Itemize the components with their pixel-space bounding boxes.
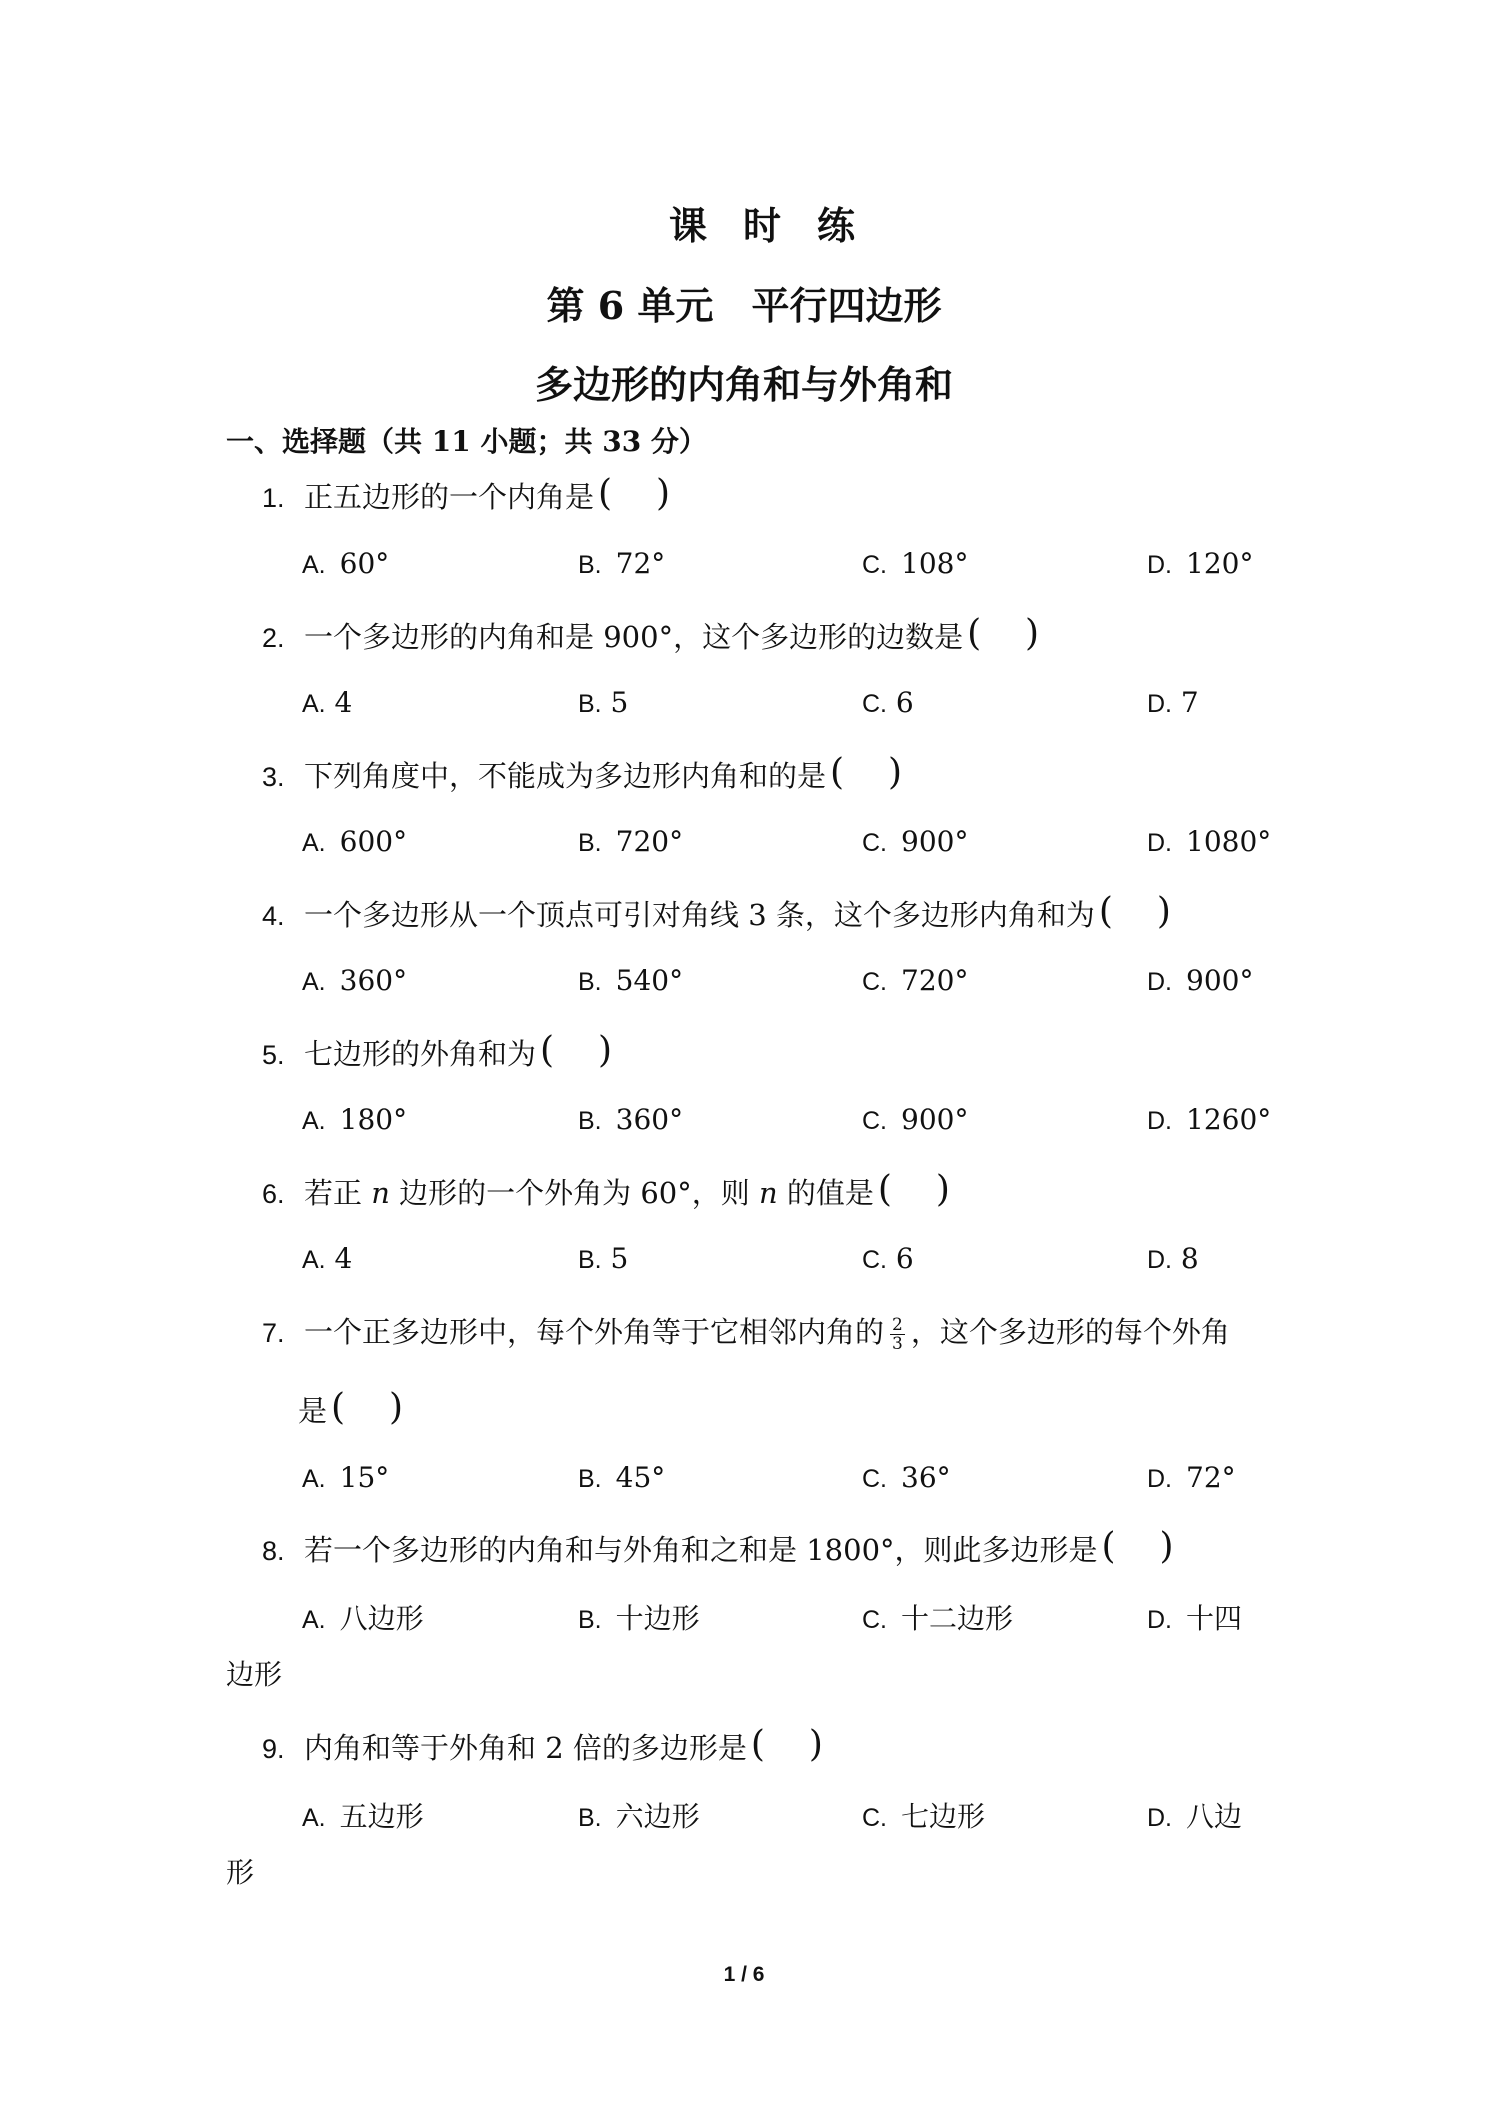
question-text: 一个多边形从一个顶点可引对角线 3 条，这个多边形内角和为 bbox=[304, 898, 1095, 932]
lesson-title: 多边形的内角和与外角和 bbox=[534, 362, 953, 407]
option-d[interactable]: D. 十四 bbox=[1147, 1602, 1243, 1635]
question-number: 6. bbox=[262, 1179, 285, 1209]
option-a[interactable]: A. 60° bbox=[302, 547, 390, 580]
option-a[interactable]: A. 15° bbox=[302, 1461, 390, 1494]
option-c[interactable]: C. 36° bbox=[862, 1461, 951, 1494]
question-number: 7. bbox=[262, 1318, 285, 1348]
option-d-wrap: 形 bbox=[226, 1856, 255, 1889]
variable-n: n bbox=[758, 1176, 778, 1210]
option-d[interactable]: D. 7 bbox=[1147, 686, 1199, 719]
option-a[interactable]: A. 180° bbox=[302, 1103, 408, 1136]
answer-blank[interactable]: ( ) bbox=[830, 752, 903, 793]
option-c[interactable]: C. 七边形 bbox=[862, 1800, 986, 1833]
option-c[interactable]: C. 900° bbox=[862, 825, 969, 858]
question-7: 7. 一个正多边形中，每个外角等于它相邻内角的 $\frac{2}{3}$ ，这个多边形的每个外角 bbox=[262, 1314, 1230, 1354]
variable-n: n bbox=[371, 1176, 390, 1210]
option-b[interactable]: B. 540° bbox=[578, 964, 684, 997]
question-2 bbox=[262, 615, 1043, 657]
question-text: 正五边形的一个内角是 bbox=[304, 480, 595, 514]
option-a[interactable]: A. 五边形 bbox=[302, 1800, 424, 1833]
option-a[interactable]: A. 600° bbox=[302, 825, 408, 858]
question-number: 8. bbox=[262, 1536, 285, 1566]
answer-blank[interactable]: ( ) bbox=[1098, 891, 1171, 932]
answer-blank[interactable]: ( ) bbox=[598, 473, 671, 514]
question-9 bbox=[262, 1726, 827, 1768]
option-b[interactable]: B. 5 bbox=[578, 686, 629, 719]
answer-blank[interactable]: ( ) bbox=[750, 1724, 823, 1765]
option-c[interactable]: C. 6 bbox=[862, 1242, 914, 1275]
option-b[interactable]: B. 六边形 bbox=[578, 1800, 700, 1833]
question-number: 3. bbox=[262, 762, 285, 792]
question-number: 2. bbox=[262, 623, 285, 653]
question-4 bbox=[262, 893, 1175, 935]
page-number: 1 / 6 bbox=[723, 1963, 765, 1986]
option-d[interactable]: D. 八边 bbox=[1147, 1800, 1243, 1833]
question-8 bbox=[262, 1528, 1178, 1570]
page-title: 课时练 bbox=[668, 203, 891, 248]
option-a[interactable]: A. 八边形 bbox=[302, 1602, 424, 1635]
option-c[interactable]: C. 6 bbox=[862, 686, 914, 719]
option-a[interactable]: A. 4 bbox=[302, 686, 353, 719]
option-d[interactable]: D. 8 bbox=[1147, 1242, 1199, 1275]
option-d[interactable]: D. 120° bbox=[1147, 547, 1254, 580]
question-number: 5. bbox=[262, 1040, 285, 1070]
question-1 bbox=[262, 475, 674, 517]
question-text: 七边形的外角和为 bbox=[304, 1037, 537, 1071]
option-b[interactable]: B. 720° bbox=[578, 825, 684, 858]
option-d[interactable]: D. 1260° bbox=[1147, 1103, 1272, 1136]
question-number: 4. bbox=[262, 901, 285, 931]
question-7-continued: 是 ( ) bbox=[298, 1389, 407, 1431]
option-c[interactable]: C. 720° bbox=[862, 964, 969, 997]
option-b[interactable]: B. 5 bbox=[578, 1242, 629, 1275]
section-heading: 一、选择题（共 11 小题；共 33 分） bbox=[226, 425, 707, 458]
option-c[interactable]: C. 108° bbox=[862, 547, 969, 580]
option-d[interactable]: D. 900° bbox=[1147, 964, 1254, 997]
option-b[interactable]: B. 72° bbox=[578, 547, 666, 580]
answer-blank[interactable]: ( ) bbox=[331, 1387, 404, 1428]
question-5 bbox=[262, 1032, 616, 1074]
unit-title: 第 6 单元 平行四边形 bbox=[546, 283, 942, 328]
question-number: 9. bbox=[262, 1734, 285, 1764]
question-number: 1. bbox=[262, 483, 285, 513]
option-d[interactable]: D. 1080° bbox=[1147, 825, 1272, 858]
question-text: 若一个多边形的内角和与外角和之和是 1800°，则此多边形是 bbox=[304, 1533, 1098, 1567]
option-b[interactable]: B. 360° bbox=[578, 1103, 684, 1136]
question-text: 内角和等于外角和 2 倍的多边形是 bbox=[304, 1731, 747, 1765]
answer-blank[interactable]: ( ) bbox=[1101, 1526, 1174, 1567]
answer-blank[interactable]: ( ) bbox=[967, 613, 1040, 654]
option-d[interactable]: D. 72° bbox=[1147, 1461, 1236, 1494]
option-c[interactable]: C. 900° bbox=[862, 1103, 969, 1136]
question-3 bbox=[262, 754, 906, 796]
option-a[interactable]: A. 4 bbox=[302, 1242, 353, 1275]
fraction: $\frac{2}{3}$ bbox=[892, 1314, 903, 1354]
question-6: 6. 若正 n 边形的一个外角为 60°，则 n 的值是 ( ) bbox=[262, 1171, 954, 1213]
answer-blank[interactable]: ( ) bbox=[540, 1030, 613, 1071]
option-a[interactable]: A. 360° bbox=[302, 964, 408, 997]
answer-blank[interactable]: ( ) bbox=[877, 1169, 950, 1210]
option-b[interactable]: B. 45° bbox=[578, 1461, 666, 1494]
option-d-wrap: 边形 bbox=[226, 1658, 283, 1691]
option-b[interactable]: B. 十边形 bbox=[578, 1602, 700, 1635]
question-text: 下列角度中，不能成为多边形内角和的是 bbox=[304, 759, 827, 793]
question-text: 一个多边形的内角和是 900°，这个多边形的边数是 bbox=[304, 620, 964, 654]
option-c[interactable]: C. 十二边形 bbox=[862, 1602, 1014, 1635]
